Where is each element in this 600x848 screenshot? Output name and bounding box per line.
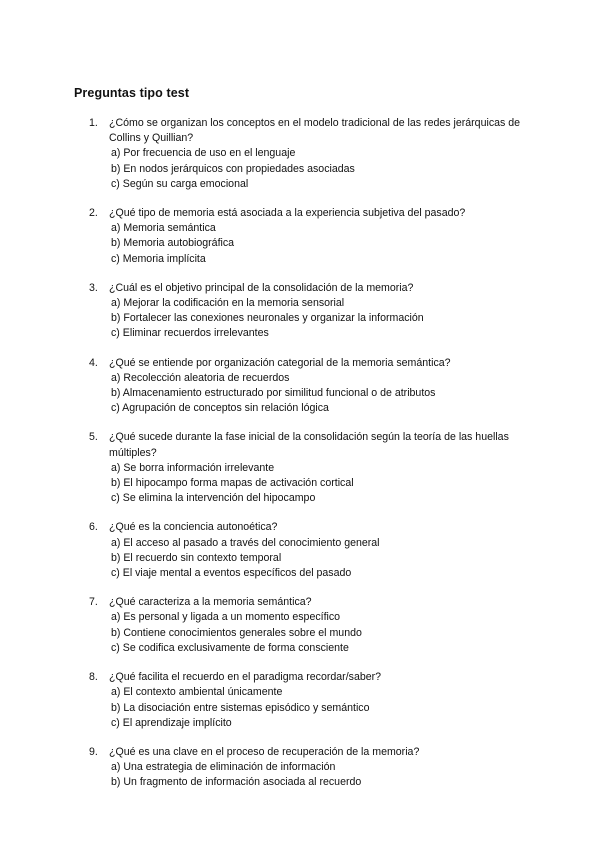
question-5 [89,430,539,506]
answer-option: c) El aprendizaje implícito [111,716,232,729]
question-number: 3. [89,281,98,294]
answer-option: a) Es personal y ligada a un momento específico [111,611,341,624]
question-1 [89,116,539,192]
question-text: ¿Qué sucede durante la fase inicial de la consolidación según la teoría de las huellas múltiples? [109,431,509,459]
question-text: ¿Cuál es el objetivo principal de la consolidación de la memoria? [109,281,414,294]
answer-option: a) Se borra información irrelevante [111,461,275,474]
question-text: ¿Qué se entiende por organización categorial de la memoria semántica? [109,356,451,369]
answer-option: c) Se codifica exclusivamente de forma consciente [111,641,349,654]
answer-option: a) Por frecuencia de uso en el lenguaje [111,147,296,160]
answer-option: b) El hipocampo forma mapas de activación cortical [111,477,354,490]
question-number: 4. [89,356,98,369]
question-9 [89,745,539,791]
answer-option: a) Recolección aleatoria de recuerdos [111,371,290,384]
answer-option: b) En nodos jerárquicos con propiedades asociadas [111,162,355,175]
question-number: 7. [89,596,98,609]
answer-option: c) Memoria implícita [111,252,206,265]
question-text: ¿Cómo se organizan los conceptos en el modelo tradicional de las redes jerárquicas de Collins y Quillian? [109,117,521,145]
question-number: 5. [89,431,98,444]
question-list [89,116,539,805]
answer-option: b) Almacenamiento estructurado por similitud funcional o de atributos [111,387,436,400]
question-3 [89,281,539,342]
answer-option: a) El contexto ambiental únicamente [111,686,283,699]
question-text: ¿Qué tipo de memoria está asociada a la experiencia subjetiva del pasado? [109,207,466,220]
answer-option: c) Según su carga emocional [111,177,249,190]
question-number: 9. [89,745,98,758]
answer-option: b) Un fragmento de información asociada al recuerdo [111,776,362,789]
question-text: ¿Qué es la conciencia autonoética? [109,521,278,534]
answer-option: c) El viaje mental a eventos específicos del pasado [111,567,352,580]
question-text: ¿Qué es una clave en el proceso de recuperación de la memoria? [109,745,420,758]
answer-option: a) Mejorar la codificación en la memoria sensorial [111,297,345,310]
question-7 [89,595,539,656]
question-4 [89,356,539,417]
answer-option: c) Eliminar recuerdos irrelevantes [111,327,269,340]
question-number: 6. [89,521,98,534]
question-8 [89,670,539,731]
question-text: ¿Qué facilita el recuerdo en el paradigma recordar/saber? [109,671,382,684]
page-title: Preguntas tipo test [74,86,190,100]
answer-option: b) La disociación entre sistemas episódico y semántico [111,701,370,714]
question-6 [89,520,539,581]
question-number: 1. [89,117,98,129]
answer-option: b) Fortalecer las conexiones neuronales y organizar la información [111,312,424,325]
answer-option: b) Memoria autobiográfica [111,237,235,250]
question-2 [89,206,539,267]
answer-option: c) Agrupación de conceptos sin relación lógica [111,402,329,415]
answer-option: b) El recuerdo sin contexto temporal [111,551,282,564]
answer-option: a) Una estrategia de eliminación de información [111,761,336,774]
answer-option: b) Contiene conocimientos generales sobre el mundo [111,626,362,639]
question-text: ¿Qué caracteriza a la memoria semántica? [109,596,312,609]
answer-option: c) Se elimina la intervención del hipocampo [111,492,316,505]
answer-option: a) Memoria semántica [111,222,216,235]
question-number: 2. [89,207,98,220]
question-number: 8. [89,671,98,684]
answer-option: a) El acceso al pasado a través del conocimiento general [111,536,380,549]
